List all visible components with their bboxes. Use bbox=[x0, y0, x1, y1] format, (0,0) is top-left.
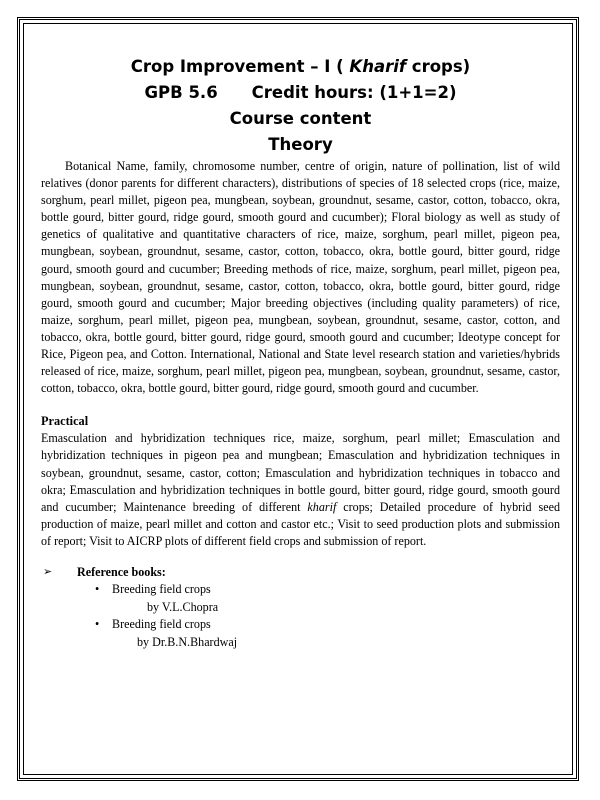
course-content-heading: Course content bbox=[229, 109, 372, 128]
course-title bbox=[41, 54, 560, 80]
practical-text-italic: kharif bbox=[307, 499, 337, 514]
reference-books bbox=[41, 564, 560, 652]
bullet-icon: • bbox=[95, 617, 100, 632]
course-title-italic: Kharif bbox=[349, 57, 407, 76]
reference-author: by V.L.Chopra bbox=[147, 599, 219, 614]
practical-paragraph bbox=[41, 430, 560, 550]
bullet-icon: • bbox=[95, 582, 100, 597]
reference-item bbox=[95, 581, 560, 599]
credit-hours: Credit hours: (1+1=2) bbox=[251, 83, 457, 102]
document-content bbox=[41, 54, 560, 651]
reference-books-heading bbox=[41, 564, 560, 582]
course-code: GPB 5.6 bbox=[144, 83, 218, 102]
arrow-bullet-icon: ➢ bbox=[43, 565, 53, 578]
course-title-main: Crop Improvement – I ( bbox=[130, 57, 350, 76]
reference-item bbox=[95, 616, 560, 634]
reference-title: Breeding field crops bbox=[112, 617, 211, 632]
practical-heading: Practical bbox=[41, 414, 89, 429]
reference-books-title: Reference books: bbox=[77, 564, 166, 579]
course-title-end: crops) bbox=[406, 57, 471, 76]
reference-author: by Dr.B.N.Bhardwaj bbox=[137, 634, 238, 649]
theory-paragraph: Botanical Name, family, chromosome number, centre of origin, nature of pollination, list of wild relatives (donor parents for different characters), distributions of species of 18 selected crops (rice, maize, sorghum, pearl millet, pigeon pea, mungbean, soybean, groundnut, sesame, castor, cotton, tobacco, okra, bottle gourd, bitter gourd, ridge gourd, smooth gourd and cucumber); Floral biology as well as study of genetics of qualitative and quantitative characters of rice, maize, sorghum, pearl millet, pigeon pea, mungbean, soybean, groundnut, sesame, castor, cotton, tobacco, okra, bottle gourd, bitter gourd, ridge gourd, smooth gourd and cucumber; Breeding methods of rice, maize, sorghum, pearl millet, pigeon pea, mungbean, soybean, groundnut, sesame, castor, cotton, tobacco, okra, bottle gourd, bitter gourd, ridge gourd, smooth gourd and cucumber; Major breeding objectives (including quality parameters) of rice, maize, sorghum, pearl millet, pigeon pea, mungbean, soybean, groundnut, sesame, castor, cotton, and tobacco, okra, bottle gourd, bitter gourd, ridge gourd, smooth gourd and cucumber; Ideotype concept for Rice, Pigeon pea, and Cotton. International, National and State level research station and varieties/hybrids released of rice, maize, sorghum, pearl millet, pigeon pea, mungbean, soybean, groundnut, sesame, castor, cotton, tobacco, okra, bottle gourd, bitter gourd, ridge gourd, smooth gourd and cucumber. bbox=[41, 159, 560, 396]
course-code-line bbox=[41, 80, 560, 106]
practical-text-before: Emasculation and hybridization techniques rice, maize, sorghum, pearl millet; Emasculation and hybridization techniques in pigeon pea and mungbean; Emasculation and hybridization techniques in soybean, groundnut, sesame, castor, cotton; Emasculation and hybridization techniques in tobacco and okra; Emasculation and hybridization techniques in bottle gourd, bitter gourd, ridge gourd, smooth gourd and cucumber; Maintenance breeding of different bbox=[41, 431, 560, 514]
theory-heading: Theory bbox=[268, 135, 333, 154]
practical-text-after: crops; Detailed procedure of hybrid seed production of maize, pearl millet and cotton and castor etc.; Visit to seed production plots and submission of report; Visit to AICRP plots of different field crops and submission of report. bbox=[41, 499, 560, 548]
reference-title: Breeding field crops bbox=[112, 582, 211, 597]
